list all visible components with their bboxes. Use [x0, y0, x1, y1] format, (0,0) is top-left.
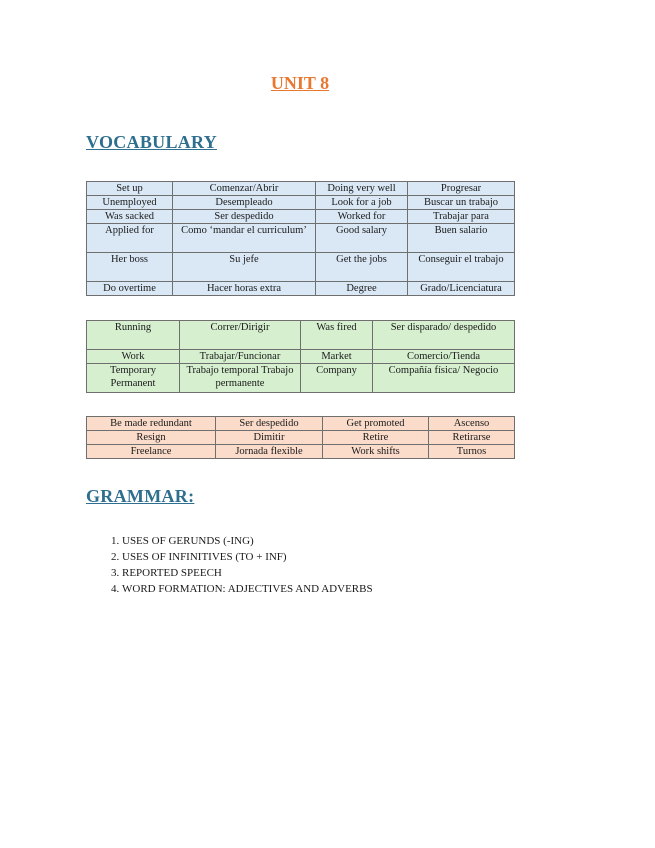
table-row	[87, 417, 515, 431]
table-cell: Temporary Permanent	[87, 364, 180, 393]
table-row	[87, 445, 515, 459]
table-cell: Unemployed	[87, 196, 173, 210]
table-cell: Freelance	[87, 445, 216, 459]
table-cell: Desempleado	[173, 196, 316, 210]
table-cell: Buscar un trabajo	[408, 196, 515, 210]
table-cell: Progresar	[408, 182, 515, 196]
table-cell: Correr/Dirigir	[180, 321, 301, 350]
table-cell: Market	[301, 350, 373, 364]
table-cell: Compañía física/ Negocio	[373, 364, 515, 393]
vocabulary-table-1	[86, 181, 515, 296]
table-cell: Was sacked	[87, 210, 173, 224]
table-cell: Good salary	[316, 224, 408, 253]
table-row	[87, 196, 515, 210]
table-row	[87, 350, 515, 364]
table-row	[87, 210, 515, 224]
table-cell: Trabajar/Funcionar	[180, 350, 301, 364]
table-cell: Her boss	[87, 253, 173, 282]
vocabulary-heading: VOCABULARY	[86, 132, 218, 152]
table-cell: Get the jobs	[316, 253, 408, 282]
vocabulary-table-3	[86, 416, 515, 459]
table-row	[87, 321, 515, 350]
list-item: 4. WORD FORMATION: ADJECTIVES AND ADVERBS	[122, 581, 373, 597]
grammar-heading: GRAMMAR:	[86, 486, 195, 506]
table-cell: Ser despedido	[173, 210, 316, 224]
table-cell: Jornada flexible	[216, 445, 323, 459]
table-cell: Comenzar/Abrir	[173, 182, 316, 196]
table-cell: Get promoted	[323, 417, 429, 431]
table-cell: Ser disparado/ despedido	[373, 321, 515, 350]
table-cell: Doing very well	[316, 182, 408, 196]
table-row	[87, 364, 515, 393]
table-cell: Retire	[323, 431, 429, 445]
table-row	[87, 224, 515, 253]
table-cell: Su jefe	[173, 253, 316, 282]
table-cell: Conseguir el trabajo	[408, 253, 515, 282]
table-cell: Ascenso	[429, 417, 515, 431]
vocabulary-table-2	[86, 320, 515, 393]
table-cell: Worked for	[316, 210, 408, 224]
table-row	[87, 182, 515, 196]
table-cell: Turnos	[429, 445, 515, 459]
table-cell: Set up	[87, 182, 173, 196]
table-cell: Degree	[316, 282, 408, 296]
table-row	[87, 282, 515, 296]
list-item: 2. USES OF INFINITIVES (TO + INF)	[122, 549, 373, 565]
table-row	[87, 431, 515, 445]
table-cell: Como ‘mandar el curriculum’	[173, 224, 316, 253]
table-cell: Company	[301, 364, 373, 393]
table-cell: Buen salario	[408, 224, 515, 253]
table-cell: Running	[87, 321, 180, 350]
table-cell: Ser despedido	[216, 417, 323, 431]
table-cell: Hacer horas extra	[173, 282, 316, 296]
list-item: 1. USES OF GERUNDS (-ING)	[122, 533, 373, 549]
table-cell: Work	[87, 350, 180, 364]
table-cell: Was fired	[301, 321, 373, 350]
table-cell: Applied for	[87, 224, 173, 253]
table-cell: Work shifts	[323, 445, 429, 459]
table-cell: Trabajar para	[408, 210, 515, 224]
table-cell: Be made redundant	[87, 417, 216, 431]
table-cell: Look for a job	[316, 196, 408, 210]
table-cell: Dimitir	[216, 431, 323, 445]
table-cell: Grado/Licenciatura	[408, 282, 515, 296]
table-row	[87, 253, 515, 282]
table-cell: Comercio/Tienda	[373, 350, 515, 364]
grammar-list	[86, 533, 373, 597]
table-cell: Do overtime	[87, 282, 173, 296]
table-cell: Retirarse	[429, 431, 515, 445]
unit-title: UNIT 8	[270, 73, 330, 93]
table-cell: Trabajo temporal Trabajo permanente	[180, 364, 301, 393]
list-item: 3. REPORTED SPEECH	[122, 565, 373, 581]
table-cell: Resign	[87, 431, 216, 445]
